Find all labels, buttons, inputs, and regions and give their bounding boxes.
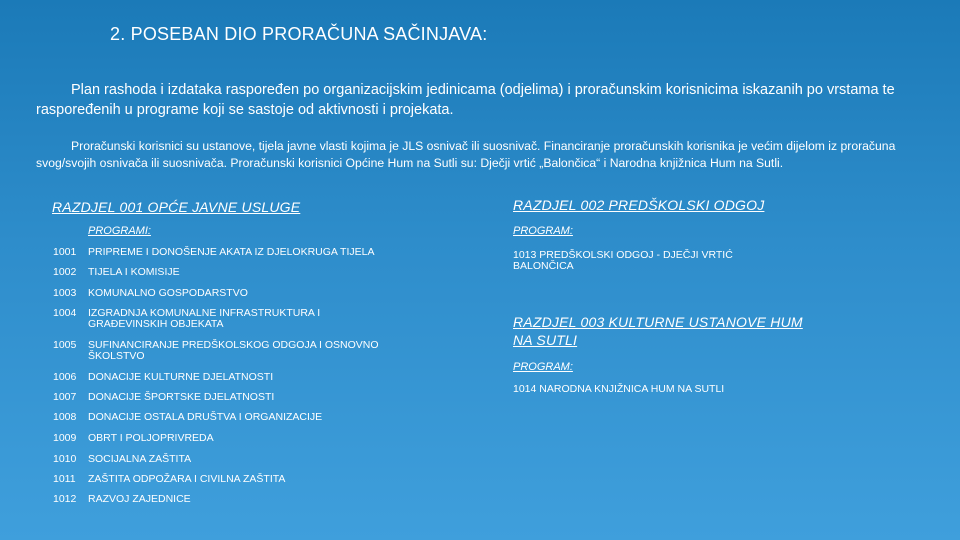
intro-paragraph: Plan rashoda i izdataka raspoređen po organizacijskim jedinicama (odjelima) i proračunskim korisnicima iskazanih po vrstama te raspoređenih u programe koji se sastoje od aktivnosti i projekata. (36, 82, 895, 118)
program-label: TIJELA I KOMISIJE (88, 266, 180, 278)
program-item (53, 308, 398, 330)
program-item (53, 412, 398, 423)
program-label: RAZVOJ ZAJEDNICE (88, 493, 191, 505)
program-label: KOMUNALNO GOSPODARSTVO (88, 287, 248, 299)
program-label: PRIPREME I DONOŠENJE AKATA IZ DJELOKRUGA TIJELA (88, 246, 375, 258)
program-code: 1001 (53, 246, 77, 258)
program-item (53, 267, 398, 278)
program-item (53, 433, 398, 444)
program-code: 1010 (53, 453, 77, 465)
program-label: DONACIJE KULTURNE DJELATNOSTI (88, 371, 274, 383)
program-code: 1002 (53, 266, 77, 278)
program-item (53, 494, 398, 505)
program-label: SUFINANCIRANJE PREDŠKOLSKOG ODGOJA I OSNOVNO ŠKOLSTVO (88, 339, 379, 362)
program-code: 1003 (53, 287, 77, 299)
program-item (53, 340, 398, 362)
program-label: DONACIJE ŠPORTSKE DJELATNOSTI (88, 391, 275, 403)
razdjel-001-heading: RAZDJEL 001 OPĆE JAVNE USLUGE (52, 199, 301, 215)
program-item-1014: 1014 NARODNA KNJIŽNICA HUM NA SUTLI (513, 383, 725, 395)
programi-heading: PROGRAMI: (88, 225, 151, 237)
program-item (53, 474, 398, 485)
program-item (53, 288, 398, 299)
program-code: 1004 (53, 307, 77, 319)
program-item (53, 454, 398, 465)
program-code: 1009 (53, 432, 77, 444)
program-label: ZAŠTITA ODPOŽARA I CIVILNA ZAŠTITA (88, 473, 286, 485)
program-heading-003: PROGRAM: (513, 361, 573, 373)
program-item (53, 372, 398, 383)
program-label: DONACIJE OSTALA DRUŠTVA I ORGANIZACIJE (88, 411, 323, 423)
users-paragraph: Proračunski korisnici su ustanove, tijela javne vlasti kojima je JLS osnivač ili suosnivač. Financiranje proračunskih korisnika je većim dijelom iz proračuna svog/svojih osnivača ili suosnivača. Proračunski korisnici Općine Hum na Sutli su: Dječji vrtić „Balončica“ i Narodna knjižnica Hum na Sutli. (36, 139, 896, 170)
razdjel-002-heading: RAZDJEL 002 PREDŠKOLSKI ODGOJ (513, 197, 765, 213)
razdjel-003-heading: RAZDJEL 003 KULTURNE USTANOVE HUM NA SUTLI (513, 314, 803, 348)
program-code: 1007 (53, 391, 77, 403)
slide-title: 2. POSEBAN DIO PRORAČUNA SAČINJAVA: (110, 24, 488, 44)
program-code: 1011 (53, 473, 76, 485)
program-code: 1012 (53, 493, 77, 505)
program-code: 1008 (53, 411, 77, 423)
program-item (53, 392, 398, 403)
program-heading-002: PROGRAM: (513, 225, 573, 237)
program-item-1013: 1013 PREDŠKOLSKI ODGOJ - DJEČJI VRTIĆ BALONČICA (513, 249, 733, 272)
program-code: 1005 (53, 339, 77, 351)
program-label: OBRT I POLJOPRIVREDA (88, 432, 214, 444)
program-label: IZGRADNJA KOMUNALNE INFRASTRUKTURA I GRAĐEVINSKIH OBJEKATA (88, 307, 321, 330)
program-item (53, 247, 398, 258)
program-label: SOCIJALNA ZAŠTITA (88, 453, 192, 465)
program-code: 1006 (53, 371, 77, 383)
